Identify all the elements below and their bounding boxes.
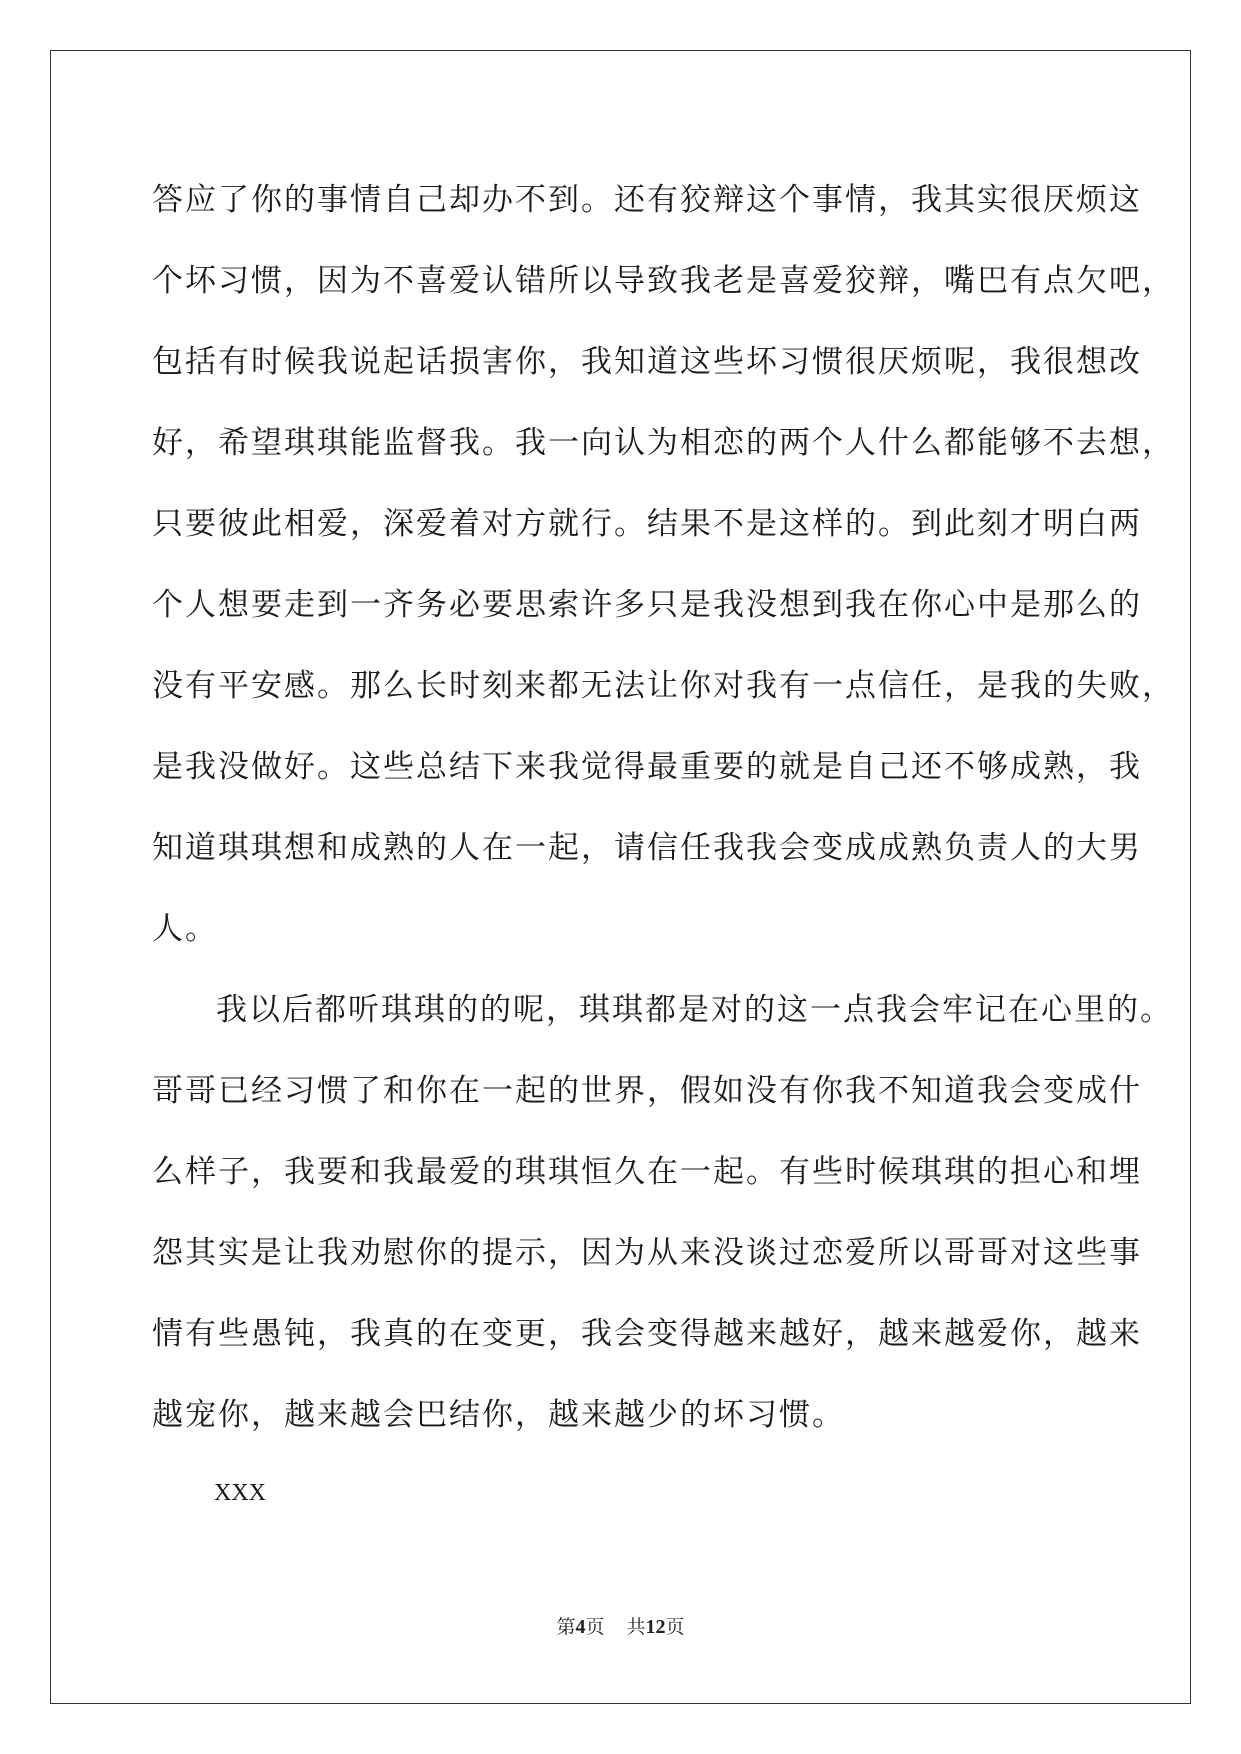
text-line: 越宠你，越来越会巴结你，越来越少的坏习惯。 bbox=[152, 1397, 845, 1433]
page-suffix: 页 bbox=[585, 1616, 605, 1638]
text-line: 么样子，我要和我最爱的琪琪恒久在一起。有些时候琪琪的担心和埋 bbox=[152, 1154, 1142, 1190]
text-line: 只要彼此相爱，深爱着对方就行。结果不是这样的。到此刻才明白两 bbox=[152, 506, 1142, 542]
text-line: 个人想要走到一齐务必要思索许多只是我没想到我在你心中是那么的 bbox=[152, 587, 1142, 623]
page-footer bbox=[0, 1615, 1241, 1639]
text-line: 怨其实是让我劝慰你的提示，因为从来没谈过恋爱所以哥哥对这些事 bbox=[152, 1235, 1142, 1271]
text-line: 人。 bbox=[152, 911, 218, 947]
paragraph-first-line: 我以后都听琪琪的的呢，琪琪都是对的这一点我会牢记在心里的。 bbox=[216, 992, 1173, 1028]
text-line: 答应了你的事情自己却办不到。还有狡辩这个事情，我其实很厌烦这 bbox=[152, 182, 1142, 218]
page-total: 12 bbox=[645, 1616, 666, 1638]
signature: XXX bbox=[214, 1480, 266, 1506]
page-prefix: 第 bbox=[556, 1616, 576, 1638]
text-line: 哥哥已经习惯了和你在一起的世界，假如没有你我不知道我会变成什 bbox=[152, 1073, 1142, 1109]
text-line: 好，希望琪琪能监督我。我一向认为相恋的两个人什么都能够不去想， bbox=[152, 425, 1175, 461]
page-current: 4 bbox=[575, 1616, 586, 1638]
body-text bbox=[152, 160, 1175, 1456]
total-suffix: 页 bbox=[665, 1616, 685, 1638]
text-line: 个坏习惯，因为不喜爱认错所以导致我老是喜爱狡辩，嘴巴有点欠吧， bbox=[152, 263, 1175, 299]
text-line: 情有些愚钝，我真的在变更，我会变得越来越好，越来越爱你，越来 bbox=[152, 1316, 1142, 1352]
text-line: 没有平安感。那么长时刻来都无法让你对我有一点信任，是我的失败， bbox=[152, 668, 1175, 704]
text-line: 包括有时候我说起话损害你，我知道这些坏习惯很厌烦呢，我很想改 bbox=[152, 344, 1142, 380]
text-line: 知道琪琪想和成熟的人在一起，请信任我我会变成成熟负责人的大男 bbox=[152, 830, 1142, 866]
total-prefix: 共 bbox=[626, 1616, 646, 1638]
text-line: 是我没做好。这些总结下来我觉得最重要的就是自己还不够成熟，我 bbox=[152, 749, 1142, 785]
